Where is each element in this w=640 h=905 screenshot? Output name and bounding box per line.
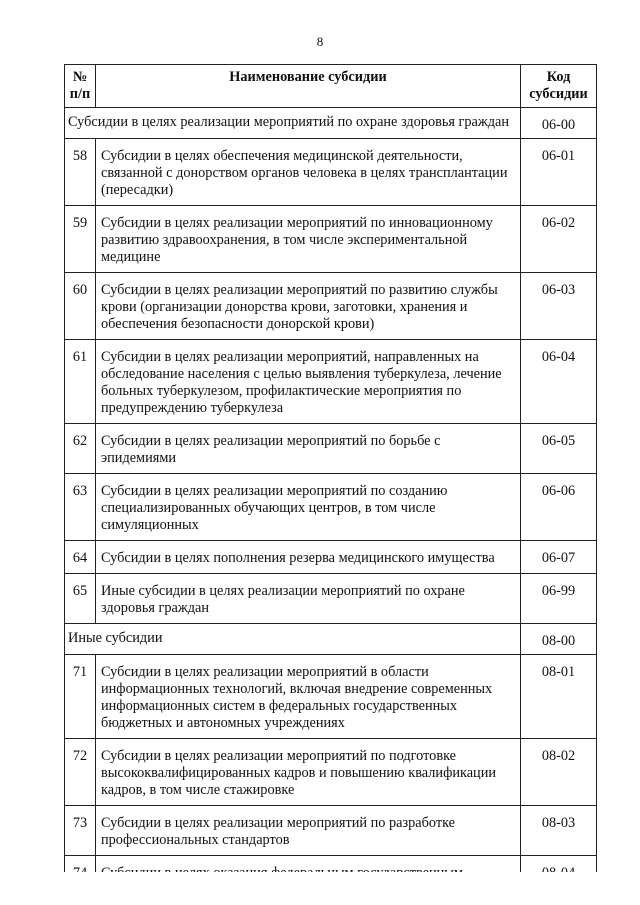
page-bottom-margin [0,872,640,905]
row-name: Субсидии в целях реализации мероприятий по развитию службы крови (организации донорства крови, заготовки, хранения и обеспечения безопасности донорской крови) [96,273,521,340]
table-row [65,206,597,273]
row-name: Субсидии в целях реализации мероприятий по созданию специализированных обучающих центров, в том числе симуляционных [96,474,521,541]
row-num: 73 [65,806,96,856]
row-num: 64 [65,541,96,574]
row-num: 62 [65,424,96,474]
row-code: 08-02 [521,739,597,806]
section-name: Субсидии в целях реализации мероприятий по охране здоровья граждан [65,108,521,139]
page-number: 8 [316,34,324,49]
header-num: № п/п [65,65,96,108]
table-header-row [65,65,597,108]
table-row [65,474,597,541]
row-code: 08-01 [521,655,597,739]
table-row [65,541,597,574]
row-num: 59 [65,206,96,273]
row-code: 06-99 [521,574,597,624]
header-code: Код субсидии [521,65,597,108]
row-code: 08-03 [521,806,597,856]
table-row [65,574,597,624]
row-num: 58 [65,139,96,206]
row-code: 06-05 [521,424,597,474]
section-name: Иные субсидии [65,624,521,655]
table-row [65,739,597,806]
table-row [65,340,597,424]
row-name: Субсидии в целях реализации мероприятий по инновационному развитию здравоохранения, в том числе экспериментальной медицине [96,206,521,273]
section-code: 08-00 [521,624,597,655]
row-code: 06-01 [521,139,597,206]
row-name: Субсидии в целях реализации мероприятий, направленных на обследование населения с целью выявления туберкулеза, лечение больных туберкулезом, профилактические мероприятия по предупреждению туберкулеза [96,340,521,424]
row-code: 06-04 [521,340,597,424]
table-row [65,139,597,206]
section-code: 06-00 [521,108,597,139]
table-row [65,273,597,340]
section-row [65,624,597,655]
subsidies-table [64,64,597,889]
row-num: 61 [65,340,96,424]
table-row [65,424,597,474]
row-code: 06-06 [521,474,597,541]
table-row [65,655,597,739]
row-num: 65 [65,574,96,624]
row-name: Субсидии в целях реализации мероприятий по разработке профессиональных стандартов [96,806,521,856]
row-name: Субсидии в целях обеспечения медицинской деятельности, связанной с донорством органов человека в целях трансплантации (пересадки) [96,139,521,206]
row-name: Субсидии в целях реализации мероприятий по подготовке высококвалифицированных кадров и повышению квалификации кадров, в том числе стажировке [96,739,521,806]
row-name: Субсидии в целях пополнения резерва медицинского имущества [96,541,521,574]
row-name: Субсидии в целях реализации мероприятий по борьбе с эпидемиями [96,424,521,474]
row-num: 71 [65,655,96,739]
row-name: Иные субсидии в целях реализации мероприятий по охране здоровья граждан [96,574,521,624]
row-code: 06-02 [521,206,597,273]
row-code: 06-07 [521,541,597,574]
header-name: Наименование субсидии [96,65,521,108]
row-num: 63 [65,474,96,541]
table-row [65,806,597,856]
row-num: 72 [65,739,96,806]
row-code: 06-03 [521,273,597,340]
row-num: 60 [65,273,96,340]
row-name: Субсидии в целях реализации мероприятий в области информационных технологий, включая внедрение современных информационных систем в федеральных государственных бюджетных и автономных учреждениях [96,655,521,739]
section-row [65,108,597,139]
